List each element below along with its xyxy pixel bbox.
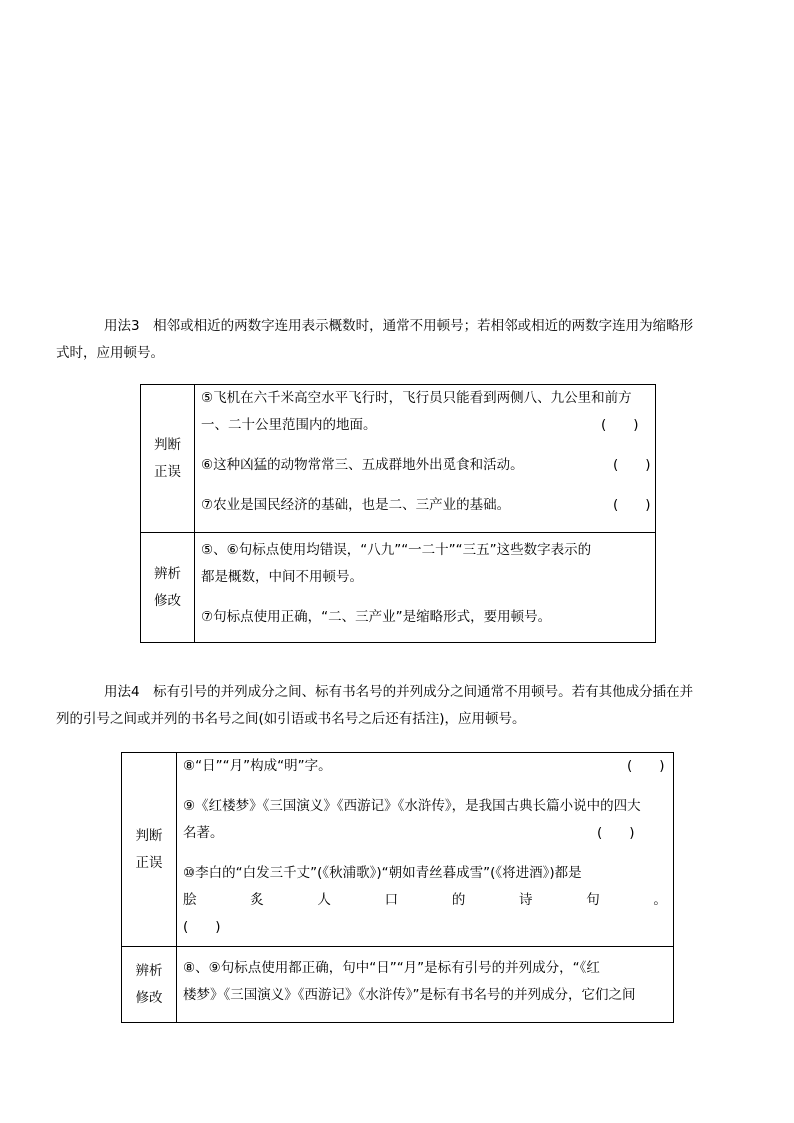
analysis-label-2-line2: 修改: [135, 989, 163, 1006]
usage3-intro: [56, 313, 714, 367]
usage3-intro-line2: 式时，应用顿号。: [56, 345, 164, 361]
item9-line2: 名著。: [183, 825, 224, 841]
item8-row: [183, 753, 667, 780]
judge-label-2-line1: 判断: [135, 827, 163, 844]
item10-char: 诗: [519, 892, 533, 908]
judge-label-2: [122, 753, 177, 947]
item5-line2: 一、二十公里范围内的地面。: [201, 417, 377, 433]
analysis-line3: ⑦句标点使用正确，“二、三产业”是缩略形式，要用顿号。: [201, 609, 552, 625]
analysis-label-line2: 修改: [154, 592, 181, 609]
judge-label-line1: 判断: [154, 436, 181, 453]
item10-line2: [183, 887, 667, 914]
item10-char: 脍: [183, 892, 197, 908]
usage4-intro: [56, 679, 714, 733]
analysis-line2: 都是概数，中间不用顿号。: [201, 569, 363, 585]
answer-blank-10[interactable]: ( ): [183, 919, 221, 935]
usage4-intro-line1: 用法4 标有引号的并列成分之间、标有书名号的并列成分之间通常不用顿号。若有其他成分插在并: [104, 684, 694, 700]
analysis2-line1: ⑧、⑨句标点使用都正确，句中“日”“月”是标有引号的并列成分，“《红: [183, 960, 600, 976]
analysis-label-line1: 辨析: [154, 565, 181, 582]
usage4-table: [121, 752, 674, 1023]
usage3-intro-line1: 用法3 相邻或相近的两数字连用表示概数时，通常不用顿号；若相邻或相近的两数字连用为缩略形: [104, 318, 694, 334]
judge-content-2: [177, 753, 674, 947]
item10-char: 句: [586, 892, 600, 908]
usage3-table: [140, 384, 656, 643]
item5-line1: ⑤飞机在六千米高空水平飞行时，飞行员只能看到两侧八、九公里和前方: [201, 390, 632, 406]
judge-label: [141, 385, 195, 533]
item10-char: 人: [317, 892, 331, 908]
answer-blank-9[interactable]: ( ): [597, 825, 635, 841]
answer-blank-6[interactable]: ( ): [613, 457, 651, 473]
item5-line2-row: [201, 412, 649, 439]
item10-line1: ⑩李白的“白发三千丈”(《秋浦歌》)“朝如青丝暮成雪”(《将进酒》)都是: [183, 865, 582, 881]
usage4-intro-line2: 列的引号之间或并列的书名号之间(如引语或书名号之后还有括注)，应用顿号。: [56, 711, 526, 727]
analysis-content: [195, 533, 656, 643]
item8: ⑧“日”“月”构成“明”字。: [183, 758, 332, 774]
item7-row: [201, 492, 649, 519]
analysis2-line2: 楼梦》《三国演义》《西游记》《水浒传》”是标有书名号的并列成分，它们之间: [183, 987, 636, 1003]
analysis-content-2: [177, 947, 674, 1023]
judge-label-2-line2: 正误: [135, 854, 163, 871]
answer-blank-8[interactable]: ( ): [627, 758, 665, 774]
analysis-label-2-line1: 辨析: [135, 962, 163, 979]
answer-blank-7[interactable]: ( ): [613, 497, 651, 513]
answer-blank-5[interactable]: ( ): [601, 417, 639, 433]
item6-row: [201, 452, 649, 479]
item10-char: 的: [451, 892, 466, 908]
item10-char: 。: [653, 892, 667, 908]
analysis-label: [141, 533, 195, 643]
item7: ⑦农业是国民经济的基础，也是二、三产业的基础。: [201, 497, 511, 513]
judge-content: [195, 385, 656, 533]
item9-line1: ⑨《红楼梦》《三国演义》《西游记》《水浒传》，是我国古典长篇小说中的四大: [183, 798, 641, 814]
item6: ⑥这种凶猛的动物常常三、五成群地外出觅食和活动。: [201, 457, 524, 473]
item10-char: 口: [384, 892, 399, 908]
analysis-line1: ⑤、⑥句标点使用均错误，“八九”“一二十”“三五”这些数字表示的: [201, 542, 592, 558]
analysis-label-2: [122, 947, 177, 1023]
item10-char: 炙: [250, 892, 264, 908]
item9-line2-row: [183, 820, 667, 847]
judge-label-line2: 正误: [154, 463, 181, 480]
